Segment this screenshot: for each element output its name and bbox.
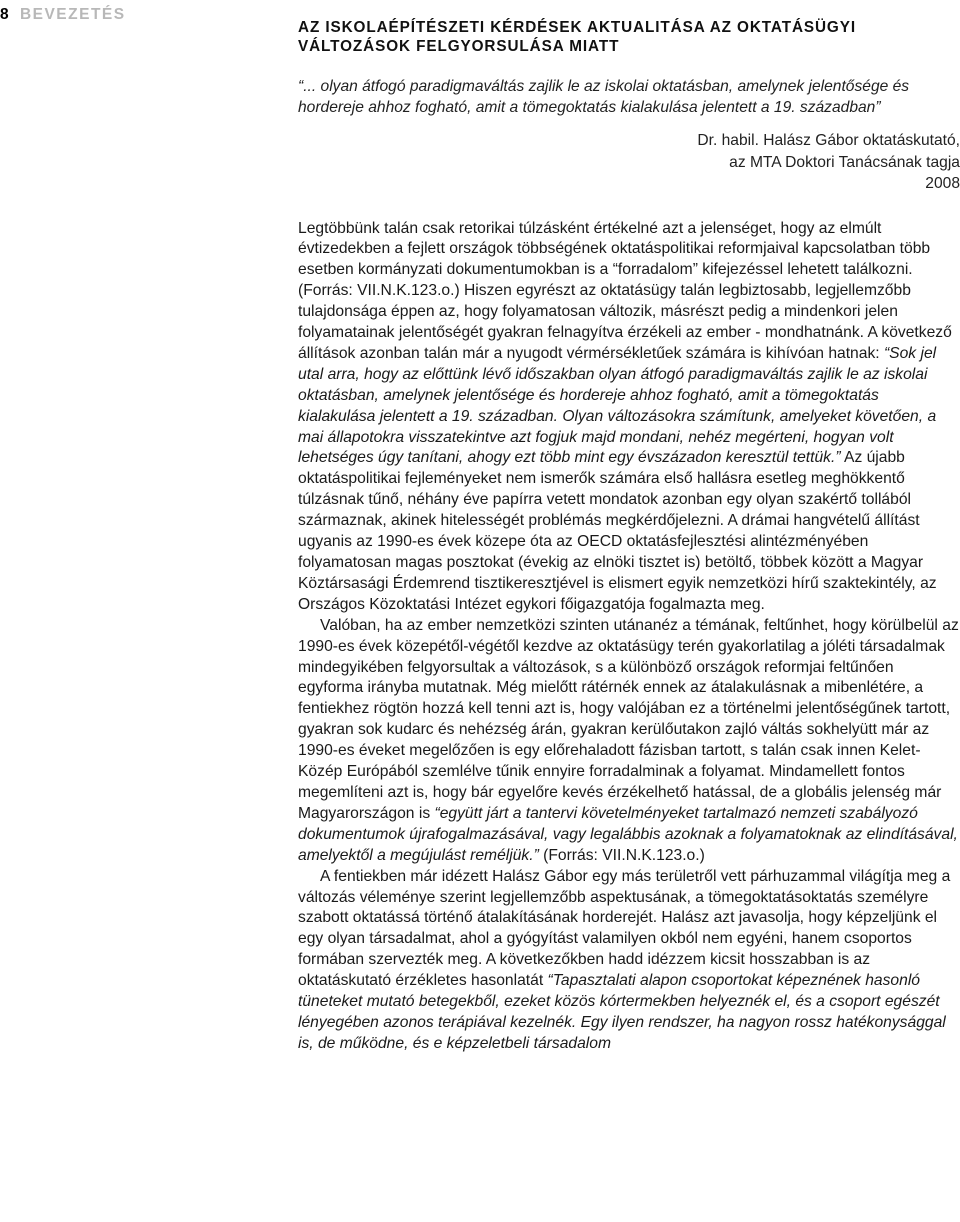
paragraph-1-text-a: Legtöbbünk talán csak retorikai túlzásként értékelné azt a jelenséget, hogy az elmúlt évtizedekben a fejlett országok többségének oktatáspolitikai reformjaival kapcsolatban több esetben kormányzati dokumentumokban is a “forradalom” kifejezéssel lehetett találkozni. (Forrás: VII.N.K.123.o.) Hiszen egyrészt az oktatásügy talán legbiztosabb, legjellemzőbb tulajdonsága éppen az, hogy folyamatosan változik, másrészt pedig a mindenkori jelen folyamatainak jelentőségét gyakran felnagyítva érzékeli az ember - mondhatnánk. A következő állítások azonban talán már a nyugodt vérmérsékletűek számára is kihívóan hatnak: bbox=[298, 219, 952, 362]
running-header bbox=[0, 6, 126, 24]
paragraph-2-text-b: (Forrás: VII.N.K.123.o.) bbox=[538, 846, 705, 864]
paragraph-1-quote: “Sok jel utal arra, hogy az előttünk lévő időszakban olyan átfogó paradigmaváltás zajlik le az iskolai oktatásban, amelynek jelentősége és hordereje ahhoz fogható, amit a tömegoktatás kialakulása jelentett a 19. században. Olyan változásokra számítunk, amelyeket követően, a mai állapotokra visszatekintve azt fogjuk majd mondani, nehéz megérteni, hogyan volt lehetséges úgy tanítani, ahogy ezt több mint egy évszázadon keresztül tettük.” bbox=[298, 344, 937, 467]
section-title: BEVEZETÉS bbox=[19, 6, 126, 23]
motto-year: 2008 bbox=[925, 175, 960, 192]
paragraph-3-text-a: A fentiekben már idézett Halász Gábor egy más területről vett párhuzammal világítja meg a változás véleménye szerint legjellemzőbb aspektusának, a tömegoktatásoktatás személyre szabott oktatássá történő átalakításának horderejét. Halász azt javasolja, hogy képzeljünk el egy olyan társadalmat, ahol a gyógyítást valamilyen okból nem egyéni, hanem csoportos formában szervezték meg. A következőkben hadd idézzem kicsit hosszabban is az oktatáskutató érzékletes hasonlatát bbox=[298, 867, 951, 990]
body-text bbox=[298, 219, 960, 1055]
paragraph-1-text-b: Az újabb oktatáspolitikai fejleményeket nem ismerők számára első hallásra esetleg meghökkentő túlzásnak tűnő, néhány éve papírra vetett mondatok azonban egy olyan szakértő tollából származnak, akinek hitelességét problémás megkérdőjelezni. A drámai hangvételű állítást ugyanis az 1990-es évek közepe óta az OECD oktatásfejlesztési alintézményében folyamatosan magas posztokat (évekig az elnöki tisztet is) betöltő, többek között a Magyar Köztársasági Érdemrend tisztikeresztjével is elismert egyik nemzetközi hírű szaktekintély, az Országos Közoktatási Intézet egykori főigazgatója fogalmazta meg. bbox=[298, 449, 937, 613]
motto-attribution bbox=[298, 130, 960, 195]
motto-quote: “... olyan átfogó paradigmaváltás zajlik le az iskolai oktatásban, amelynek jelentősége és hordereje ahhoz fogható, amit a tömegoktatás kialakulása jelentett a 19. században” bbox=[298, 78, 910, 116]
paragraph-1 bbox=[298, 219, 960, 616]
paragraph-2-text-a: Valóban, ha az ember nemzetközi szinten utánanéz a témának, feltűnhet, hogy körülbelül az 1990-es évek közepétől-végétől kezdve az oktatásügy terén gyakorlatilag a jóléti társadalmak mindegyikében felgyorsultak a változások, s a különböző országok reformjai feltűnően egyforma irányba mutatnak. Még mielőtt rátérnék ennek az átalakulásnak a mibenlétére, a fentiekhez rögtön hozzá kell tenni azt is, hogy valójában ez a történelmi jelentőségűnek tartott, gyakran sok kudarc és nehézség árán, gyakran kerülőutakon zajló váltás sokhelyütt már az 1990-es éveket megelőzően is egy előrehaladott fázisban tartott, s talán csak innen Kelet-Közép Európából szemlélve tűnik ennyire forradalminak a folyamat. Mindamellett fontos megemlíteni azt is, hogy bár egyelőre kevés érzékelhető hatással, de a globális jelenség már Magyarországon is bbox=[298, 616, 959, 822]
page-number: 8 bbox=[0, 6, 11, 23]
motto-author: Dr. habil. Halász Gábor oktatáskutató, bbox=[697, 132, 960, 149]
motto-author-role: az MTA Doktori Tanácsának tagja bbox=[729, 153, 960, 171]
paragraph-2-quote: “együtt járt a tantervi követelményeket tartalmazó nemzeti szabályozó dokumentumok újrafogalmazásával, vagy legalábbis azoknak a folyamatoknak az elindításával, amelyektől a megújulást reméljük.” bbox=[298, 804, 958, 864]
paragraph-2 bbox=[298, 616, 960, 867]
main-content bbox=[298, 18, 960, 1055]
paragraph-3 bbox=[298, 867, 960, 1055]
chapter-title: AZ ISKOLAÉPÍTÉSZETI KÉRDÉSEK AKTUALITÁSA AZ OKTATÁSÜGYI VÁLTOZÁSOK FELGYORSULÁSA MIATT bbox=[298, 19, 856, 55]
paragraph-3-quote: “Tapasztalati alapon csoportokat képeznének hasonló tüneteket mutató betegekből, ezeket közös kórtermekben helyeznék el, és a csoport egészét lényegében azonos terápiával kezelnék. Egy ilyen rendszer, ha nagyon rossz hatékonysággal is, de működne, és e képzeletbeli társadalom bbox=[298, 972, 946, 1052]
